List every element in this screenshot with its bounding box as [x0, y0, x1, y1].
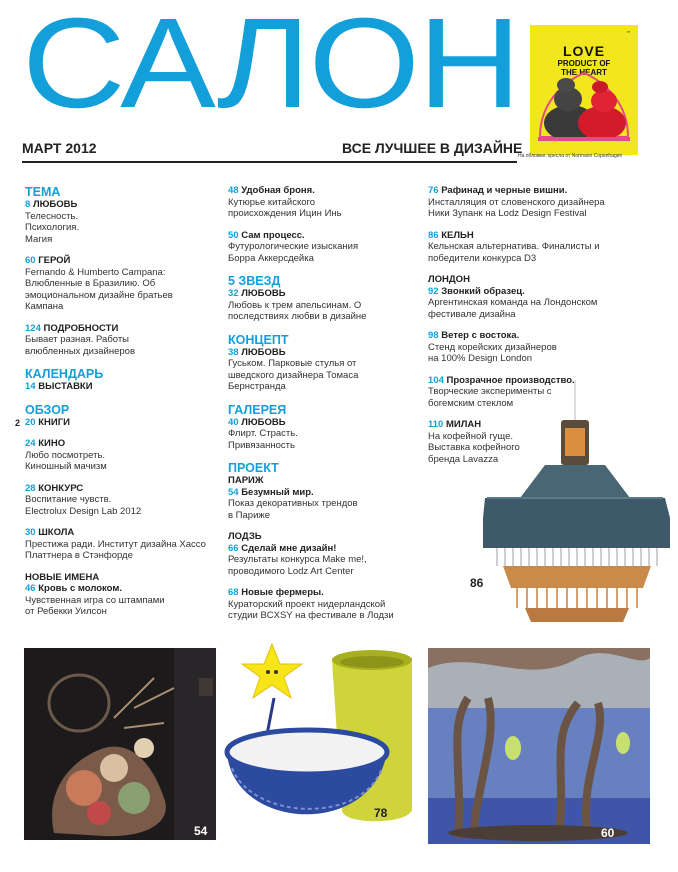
toc-item-konkurs[interactable] [25, 483, 230, 518]
toc-item-title: Сам процесс. [241, 229, 305, 241]
city-lodz: ЛОДЗЬ [228, 531, 262, 542]
campana-photo[interactable] [24, 648, 216, 840]
toc-item-desc: Инсталляция от словенского дизайнера Ники Зупанк на Lodz Design Festival [428, 196, 605, 219]
cover-caption: На обложке: кресла от Normann Copenhagen [518, 153, 623, 159]
toc-item-title: Прозрачное производство. [446, 374, 575, 386]
toc-item-desc: Кураторский проект нидерландской студии BCXSY на фестивале в Лодзи [228, 598, 394, 621]
toc-page-number: 86 [428, 229, 439, 241]
toc-item-title: КОНКУРС [38, 482, 84, 494]
photo-page-number: 86 [470, 576, 484, 590]
toc-item-self[interactable] [228, 230, 433, 265]
toc-page-number: 20 [25, 416, 36, 428]
toc-item-school[interactable] [25, 527, 230, 562]
toc-item-mad-world[interactable] [228, 487, 433, 522]
toc-item-desc: Воспитание чувств. Electrolux Design Lab 2012 [25, 494, 142, 517]
toc-item-desc: Гуськом. Парковые стулья от шведского дизайнера Томаса Бернстранда [228, 358, 359, 392]
toc-item-title: Рафинад и черные вишни. [441, 185, 568, 196]
toc-page-number: 60 [25, 255, 36, 266]
toc-page-number: 46 [25, 583, 36, 594]
toc-item-blood[interactable] [25, 583, 230, 618]
toc-item-title: КНИГИ [38, 416, 70, 428]
section-5-stars: 5 ЗВЕЗД [228, 274, 281, 288]
toc-item-desc: Чувственная игра со штампами от Ребекки Уилсон [25, 594, 165, 617]
toc-item-desc: Кельнская альтернатива. Финалисты и победители конкурса D3 [428, 241, 600, 264]
toc-item-details[interactable] [25, 323, 230, 358]
toc-item-desc: Флирт. Страсть. Привязанность [228, 428, 298, 451]
toc-item-title: Ветер с востока. [441, 330, 520, 341]
toc-page-number: 32 [228, 288, 239, 299]
toc-item-title: ЛЮБОВЬ [241, 416, 286, 428]
toc-item-books[interactable] [25, 417, 230, 429]
toc-page-number: 76 [428, 185, 439, 196]
toc-item-title: Кровь с молоком. [38, 583, 123, 594]
toc-column-1 [25, 185, 230, 628]
toc-item-desc: Телесность. Психология. Магия [25, 210, 80, 245]
city-london: ЛОНДОН [428, 274, 470, 285]
cover-love: LOVE [562, 43, 606, 59]
toc-item-title: Новые фермеры. [241, 587, 324, 598]
toc-page-number: 110 [428, 419, 444, 430]
toc-page-number: 38 [228, 346, 239, 358]
toc-page-number: 92 [428, 285, 439, 297]
toc-page-number: 28 [25, 482, 36, 494]
toc-item-desc: Любо посмотреть. Киношный мачизм [25, 449, 107, 472]
toc-page-number: 104 [428, 374, 444, 386]
cover-chairs-illustration [530, 25, 638, 155]
toc-item-goose[interactable] [228, 347, 433, 393]
toc-item-desc: Кутюрье китайского происхождения Ицин Инь [228, 196, 342, 219]
trees-photo[interactable] [428, 648, 650, 844]
toc-page-number: 98 [428, 330, 439, 341]
section-project: ПРОЕКТ [228, 461, 279, 475]
toc-column-2 [228, 185, 433, 632]
header-divider [22, 161, 517, 163]
cover-product-line2: THE HEART [561, 68, 607, 77]
section-concept: КОНЦЕПТ [228, 332, 289, 347]
toc-item-koln[interactable] [428, 230, 648, 265]
photo-page-number: 78 [374, 806, 388, 820]
sculpture-illustration [24, 648, 216, 840]
toc-item-desc: Бывает разная. Работы влюбленных дизайнеров [25, 334, 135, 357]
bowl-photo[interactable] [222, 640, 422, 862]
toc-page-number: 54 [228, 486, 239, 498]
toc-item-desc: Результаты конкурса Make me!, проводимого Lodz Art Center [228, 554, 367, 577]
toc-page-number: 24 [25, 438, 36, 449]
cover-thumbnail[interactable] [530, 25, 638, 155]
city-paris: ПАРИЖ [228, 475, 264, 486]
pendant-lamp-illustration [425, 380, 678, 640]
cover-product-line1: PRODUCT OF [557, 59, 611, 68]
toc-item-desc: Любовь к трем апельсинам. О последствиях любви в дизайне [228, 299, 367, 322]
photo-page-number: 60 [601, 826, 615, 840]
toc-page-number: 50 [228, 229, 239, 241]
toc-page-number: 68 [228, 587, 239, 598]
section-review: ОБЗОР [25, 402, 70, 417]
toc-item-exhibitions[interactable] [25, 381, 230, 393]
toc-item-desc: Стенд корейских дизайнеров на 100% Design London [428, 341, 557, 364]
toc-item-title: ЛЮБОВЬ [32, 199, 78, 210]
toc-item-title: КЕЛЬН [441, 229, 474, 241]
tagline: ВСЕ ЛУЧШЕЕ В ДИЗАЙНЕ [342, 140, 523, 156]
toc-item-love[interactable] [25, 199, 230, 245]
toc-item-title: МИЛАН [445, 419, 482, 430]
toc-item-sound[interactable] [428, 286, 648, 321]
toc-item-desc: Аргентинская команда на Лондонском фестивале дизайна [428, 297, 598, 320]
toc-item-hero[interactable] [25, 255, 230, 313]
toc-page-number: 14 [25, 381, 36, 392]
toc-page-number: 40 [228, 416, 239, 428]
toc-item-title: ПОДРОБНОСТИ [43, 322, 119, 334]
photo-page-number: 54 [194, 824, 208, 838]
toc-item-refined[interactable] [428, 185, 648, 220]
toc-item-desc: Футурологические изыскания Борра Аккерсдейка [228, 241, 359, 264]
toc-item-title: ЛЮБОВЬ [241, 346, 286, 358]
lamp-photo[interactable] [425, 380, 678, 640]
toc-item-title: ШКОЛА [38, 527, 75, 538]
toc-item-flirt[interactable] [228, 417, 433, 452]
toc-item-armor[interactable] [228, 185, 433, 220]
toc-item-title: КИНО [38, 438, 66, 449]
toc-page-number: 30 [25, 527, 36, 538]
section-calendar: КАЛЕНДАРЬ [25, 367, 104, 381]
toc-item-title: Звонкий образец. [441, 285, 525, 297]
toc-item-title: ЛЮБОВЬ [241, 288, 286, 299]
section-new-names: НОВЫЕ ИМЕНА [25, 571, 100, 583]
toc-item-desc: Творческие эксперименты с богемским стеклом [428, 386, 552, 409]
toc-item-desc: На кофейной гуще. Выставка кофейного бренда Lavazza [428, 430, 520, 465]
issue-date: МАРТ 2012 [22, 140, 97, 156]
bowl-vase-illustration [222, 640, 422, 862]
toc-item-title: Удобная броня. [241, 185, 315, 196]
toc-item-desc: Показ декоративных трендов в Париже [228, 498, 358, 521]
section-tema: ТЕМА [25, 185, 61, 199]
section-gallery: ГАЛЕРЕЯ [228, 402, 287, 417]
toc-item-farmers[interactable] [228, 587, 433, 622]
magazine-logo: САЛОН [22, 0, 520, 135]
toc-item-desc: Fernando & Humberto Campana: Влюбленные в Бразилию. Об эмоциональном дизайне братьев Кампана [25, 266, 173, 312]
toc-item-title: Сделай мне дизайн! [241, 542, 337, 554]
toc-page-number: 48 [228, 185, 239, 196]
cover-tag-icon: ▪▪ [627, 29, 630, 34]
toc-item-desc: Престижа ради. Институт дизайна Хассо Платтнера в Стэнфорде [25, 538, 206, 561]
toc-item-wind[interactable] [428, 330, 648, 365]
toc-item-title: Безумный мир. [241, 486, 314, 498]
toc-item-title: ГЕРОЙ [38, 255, 71, 266]
toc-item-kino[interactable] [25, 438, 230, 473]
toc-item-title: ВЫСТАВКИ [38, 381, 93, 392]
toc-page-number: 66 [228, 542, 239, 554]
toc-item-make-me[interactable] [228, 543, 433, 578]
toc-page-number: 124 [25, 322, 41, 334]
page-number: 2 [15, 418, 21, 428]
toc-item-love-oranges[interactable] [228, 288, 433, 323]
installation-illustration [428, 648, 650, 844]
toc-page-number: 8 [25, 199, 31, 210]
